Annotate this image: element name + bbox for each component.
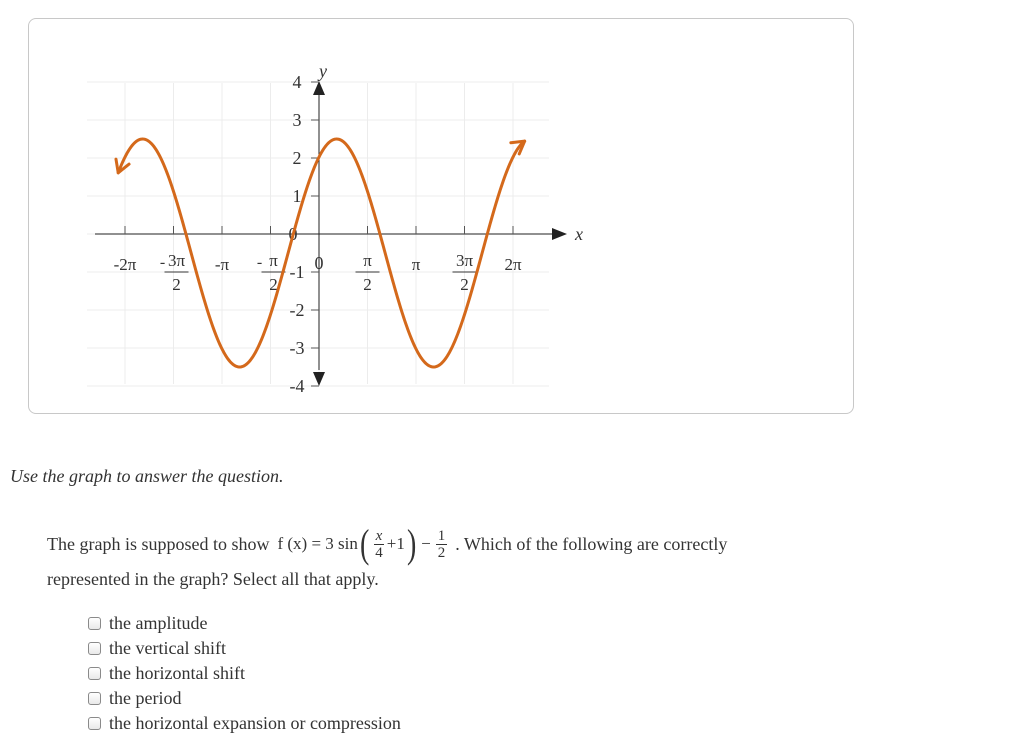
y-tick-label: -1 (289, 262, 305, 282)
formula-shift-den: 2 (437, 544, 446, 561)
x-tick-label-num: 3π (455, 251, 474, 270)
y-axis-arrow-down-icon (313, 372, 325, 386)
option-label: the amplitude (109, 613, 208, 633)
options-list (88, 611, 401, 736)
x-tick-label-den: 2 (172, 275, 181, 294)
checkbox-amplitude[interactable] (88, 617, 101, 630)
x-axis-arrow-icon (552, 228, 567, 240)
question (47, 522, 847, 592)
formula-inner-num: x (375, 527, 383, 544)
y-tick-label: 0 (288, 224, 298, 244)
checkbox-period[interactable] (88, 692, 101, 705)
instructions-text: Use the graph to answer the question. (10, 466, 284, 486)
formula-inner-den: 4 (375, 544, 383, 561)
formula-inner-plus: +1 (386, 534, 405, 553)
y-tick-label: -4 (289, 376, 305, 396)
x-tick-label-num: 3π (167, 251, 186, 270)
x-axis-label: x (575, 224, 583, 244)
checkbox-vertical-shift[interactable] (88, 642, 101, 655)
y-tick-label: 3 (292, 110, 302, 130)
y-axis-arrow-up-icon (313, 81, 325, 95)
y-tick-label: 1 (292, 186, 302, 206)
function-formula (277, 521, 449, 566)
option-amplitude[interactable] (88, 611, 401, 636)
x-tick-label: -π (214, 255, 230, 274)
formula-fx: f (x) = 3 sin (277, 534, 358, 553)
option-label: the horizontal shift (109, 663, 245, 683)
option-vertical-shift[interactable] (88, 636, 401, 661)
question-line2: represented in the graph? Select all that apply. (47, 569, 379, 589)
x-tick-label-den: 2 (460, 275, 469, 294)
formula-minus: − (421, 534, 431, 553)
x-tick-label-den: 2 (269, 275, 278, 294)
formula-open-paren: ( (359, 521, 370, 566)
x-tick-minus: - (159, 254, 166, 271)
formula-shift-num: 1 (437, 527, 446, 544)
x-tick-label-num: π (269, 251, 278, 270)
option-label: the vertical shift (109, 638, 226, 658)
option-horizontal-expansion[interactable] (88, 711, 401, 736)
option-period[interactable] (88, 686, 401, 711)
sine-graph (29, 19, 855, 415)
formula-shift-fraction (436, 528, 448, 561)
y-tick-label: -3 (289, 338, 305, 358)
x-tick-label-num: π (363, 251, 372, 270)
x-tick-label-den: 2 (363, 275, 372, 294)
y-tick-label: -2 (289, 300, 305, 320)
x-tick-label: π (411, 255, 421, 274)
x-tick-label: 0 (314, 253, 324, 273)
y-axis-label: y (319, 61, 327, 81)
graph-card (28, 18, 854, 414)
option-label: the horizontal expansion or compression (109, 713, 401, 733)
checkbox-horizontal-shift[interactable] (88, 667, 101, 680)
x-tick-label: 2π (504, 255, 522, 274)
option-label: the period (109, 688, 182, 708)
formula-inner-fraction (373, 528, 385, 561)
x-tick-label: -2π (113, 255, 137, 274)
checkbox-horizontal-expansion[interactable] (88, 717, 101, 730)
question-suffix: . Which of the following are correctly (455, 534, 728, 554)
y-tick-label: 2 (292, 148, 302, 168)
question-prefix: The graph is supposed to show (47, 534, 270, 554)
x-tick-minus: - (256, 254, 263, 271)
formula-close-paren: ) (406, 521, 417, 566)
option-horizontal-shift[interactable] (88, 661, 401, 686)
y-tick-label: 4 (292, 72, 302, 92)
